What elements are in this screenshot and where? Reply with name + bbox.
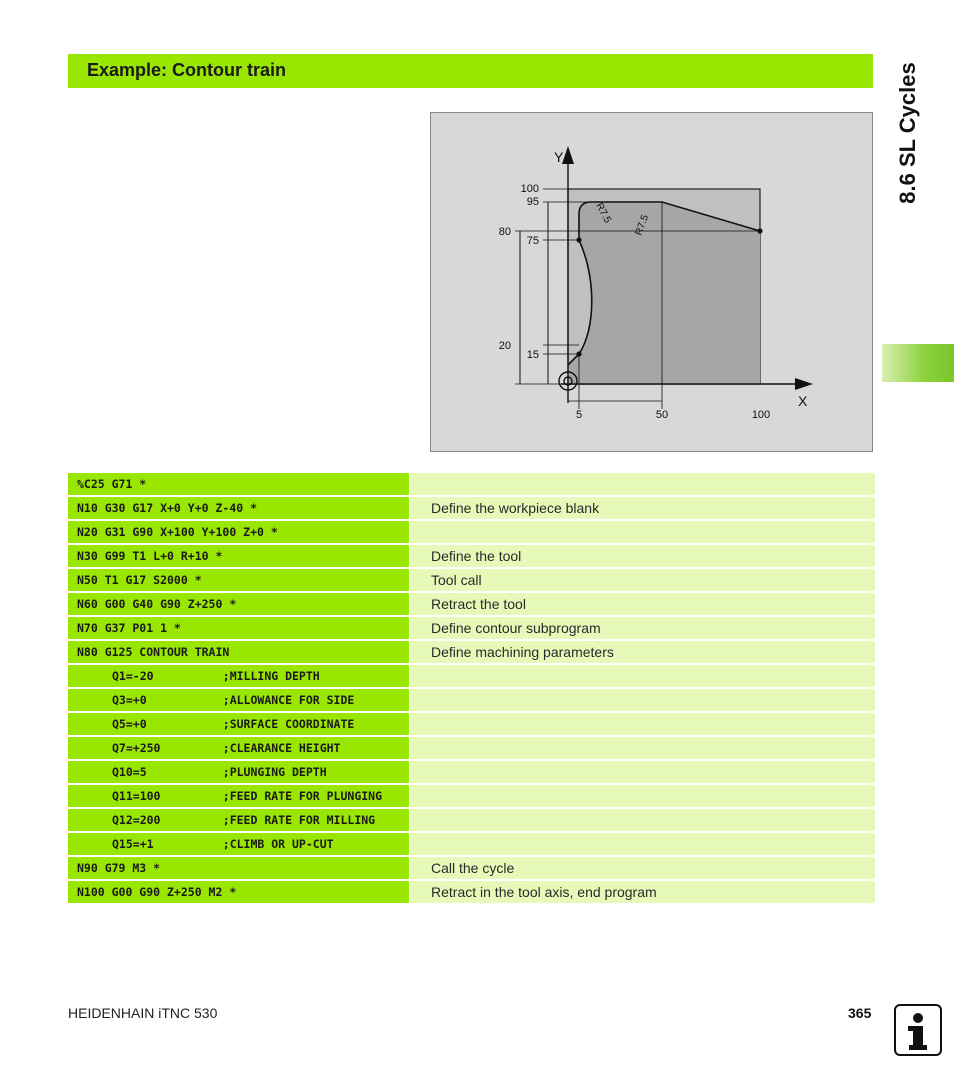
y-tick-label: 80 — [498, 226, 511, 238]
y-tick-label: 100 — [520, 183, 539, 195]
program-row — [68, 785, 875, 807]
program-row — [68, 689, 875, 711]
nc-code: N100 G00 G90 Z+250 M2 * — [68, 881, 409, 903]
radius-label: R7.5 — [633, 213, 652, 238]
y-tick-label: 20 — [498, 340, 511, 352]
nc-description — [410, 713, 875, 735]
info-glyph-svg — [896, 1006, 940, 1054]
x-axis-label: X — [798, 393, 808, 409]
program-row — [68, 809, 875, 831]
x-tick-label: 100 — [751, 409, 771, 421]
nc-description: Retract in the tool axis, end program — [410, 881, 875, 903]
program-row — [68, 665, 875, 687]
nc-description — [410, 785, 875, 807]
section-header — [68, 54, 873, 88]
nc-code: N50 T1 G17 S2000 * — [68, 569, 409, 591]
nc-description — [410, 521, 875, 543]
nc-description — [410, 689, 875, 711]
nc-code: Q7=+250 ;CLEARANCE HEIGHT — [68, 737, 409, 759]
contour-drawing — [430, 112, 873, 452]
nc-code: Q12=200 ;FEED RATE FOR MILLING — [68, 809, 409, 831]
nc-description: Define the workpiece blank — [410, 497, 875, 519]
program-row — [68, 617, 875, 639]
page-number: 365 — [848, 1005, 872, 1021]
nc-code: N70 G37 P01 1 * — [68, 617, 409, 639]
program-row — [68, 833, 875, 855]
program-row — [68, 497, 875, 519]
nc-description — [410, 809, 875, 831]
nc-code: N20 G31 G90 X+100 Y+100 Z+0 * — [68, 521, 409, 543]
x-axis-arrow — [795, 378, 813, 390]
footer-product: HEIDENHAIN iTNC 530 — [68, 1005, 218, 1021]
nc-description: Define the tool — [410, 545, 875, 567]
program-row — [68, 713, 875, 735]
nc-code: N30 G99 T1 L+0 R+10 * — [68, 545, 409, 567]
nc-code: Q15=+1 ;CLIMB OR UP-CUT — [68, 833, 409, 855]
y-tick-label: 95 — [526, 196, 539, 208]
chapter-side-title — [878, 48, 938, 218]
contour-diagram — [431, 113, 874, 453]
nc-code: Q11=100 ;FEED RATE FOR PLUNGING — [68, 785, 409, 807]
nc-code: Q3=+0 ;ALLOWANCE FOR SIDE — [68, 689, 409, 711]
program-row — [68, 641, 875, 663]
nc-code: N10 G30 G17 X+0 Y+0 Z-40 * — [68, 497, 409, 519]
contour-region — [568, 202, 760, 384]
y-tick-label: 75 — [526, 235, 539, 247]
nc-code: N90 G79 M3 * — [68, 857, 409, 879]
program-row — [68, 569, 875, 591]
nc-description: Retract the tool — [410, 593, 875, 615]
program-row — [68, 761, 875, 783]
nc-description: Define machining parameters — [410, 641, 875, 663]
nc-description — [410, 833, 875, 855]
nc-description: Tool call — [410, 569, 875, 591]
radius-label: R7.5 — [593, 201, 613, 226]
program-row — [68, 545, 875, 567]
nc-code: N80 G125 CONTOUR TRAIN — [68, 641, 409, 663]
chapter-tab — [882, 344, 954, 382]
nc-description — [410, 737, 875, 759]
nc-description — [410, 473, 875, 495]
nc-description — [410, 761, 875, 783]
nc-description: Call the cycle — [410, 857, 875, 879]
nc-code: Q10=5 ;PLUNGING DEPTH — [68, 761, 409, 783]
nc-code: Q5=+0 ;SURFACE COORDINATE — [68, 713, 409, 735]
x-tick-label: 50 — [655, 409, 669, 421]
program-row — [68, 473, 875, 495]
program-listing — [68, 473, 875, 905]
y-axis-label: Y — [554, 149, 564, 165]
x-tick-label: 5 — [575, 409, 583, 421]
chapter-title-text: 8.6 SL Cycles — [895, 62, 920, 204]
nc-code: %C25 G71 * — [68, 473, 409, 495]
page-title: Example: Contour train — [87, 60, 287, 80]
program-row — [68, 881, 875, 903]
nc-description: Define contour subprogram — [410, 617, 875, 639]
nc-description — [410, 665, 875, 687]
info-icon — [894, 1004, 942, 1056]
y-tick-label: 15 — [526, 349, 539, 361]
nc-code: Q1=-20 ;MILLING DEPTH — [68, 665, 409, 687]
program-row — [68, 737, 875, 759]
program-row — [68, 857, 875, 879]
y-axis-arrow — [562, 146, 574, 164]
program-row — [68, 593, 875, 615]
nc-code: N60 G00 G40 G90 Z+250 * — [68, 593, 409, 615]
program-row — [68, 521, 875, 543]
